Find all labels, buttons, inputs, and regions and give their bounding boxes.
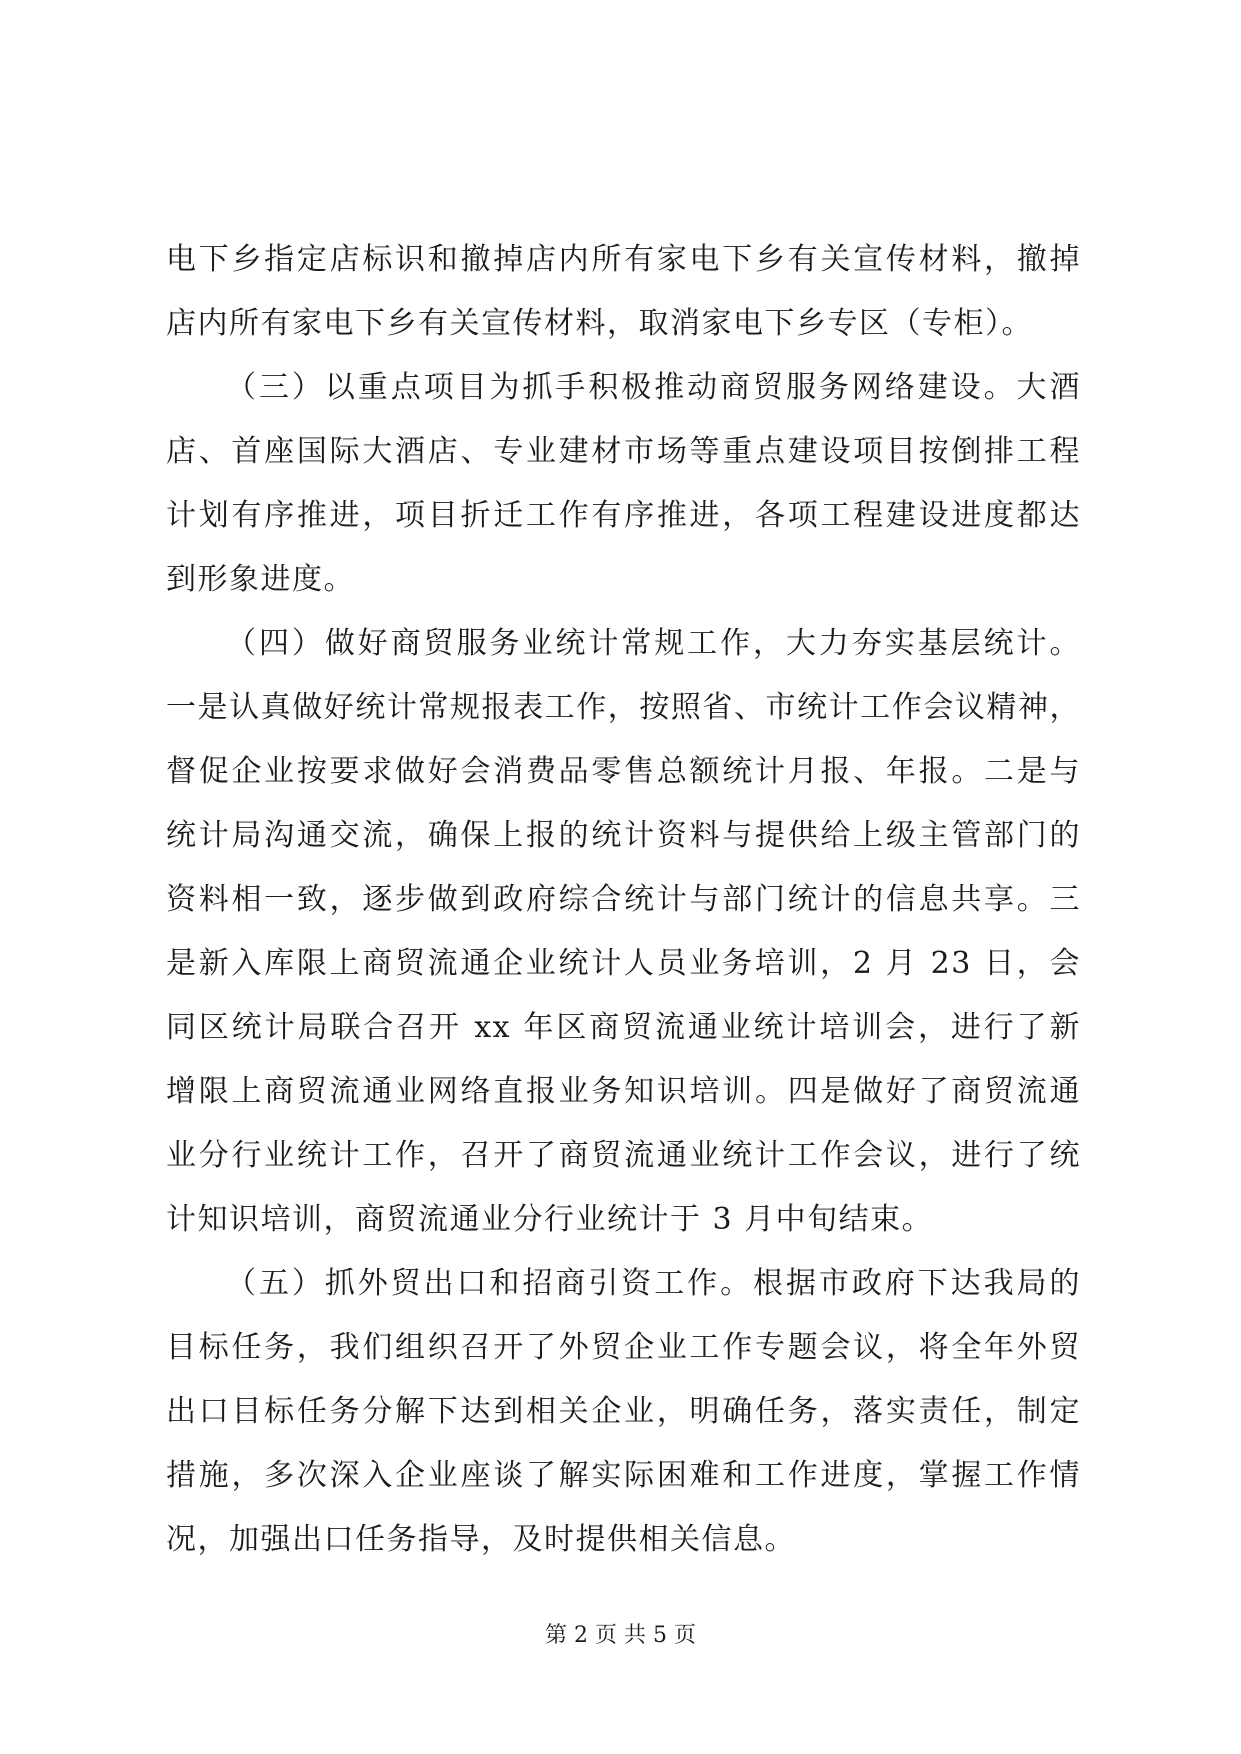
text-line: 出口目标任务分解下达到相关企业，明确任务，落实责任，制定 — [166, 1394, 1081, 1429]
text-line: 计划有序推进，项目折迁工作有序推进，各项工程建设进度都达 — [166, 498, 1081, 533]
text-line: （五）抓外贸出口和招商引资工作。根据市政府下达我局的 — [226, 1266, 1081, 1301]
text-line: （四）做好商贸服务业统计常规工作，大力夯实基层统计。 — [226, 626, 1081, 661]
text-line: 业分行业统计工作，召开了商贸流通业统计工作会议，进行了统 — [166, 1138, 1081, 1173]
text-line: 店内所有家电下乡有关宣传材料，取消家电下乡专区（专柜）。 — [166, 306, 1033, 341]
text-line: 计知识培训，商贸流通业分行业统计于 3 月中旬结束。 — [166, 1202, 934, 1237]
text-line: （三）以重点项目为抓手积极推动商贸服务网络建设。大酒 — [226, 370, 1081, 405]
text-line: 督促企业按要求做好会消费品零售总额统计月报、年报。二是与 — [166, 754, 1081, 789]
document-body — [166, 228, 1081, 1572]
text-line: 措施，多次深入企业座谈了解实际困难和工作进度，掌握工作情 — [166, 1458, 1081, 1493]
paragraph — [166, 356, 1081, 612]
text-line: 是新入库限上商贸流通企业统计人员业务培训，2 月 23 日，会 — [166, 946, 1081, 981]
text-line: 同区统计局联合召开 xx 年区商贸流通业统计培训会，进行了新 — [166, 1010, 1081, 1045]
text-line: 一是认真做好统计常规报表工作，按照省、市统计工作会议精神， — [166, 690, 1081, 725]
text-line: 到形象进度。 — [166, 562, 355, 597]
text-line: 统计局沟通交流，确保上报的统计资料与提供给上级主管部门的 — [166, 818, 1081, 853]
paragraph — [166, 612, 1081, 1252]
text-line: 目标任务，我们组织召开了外贸企业工作专题会议，将全年外贸 — [166, 1330, 1081, 1365]
page-footer: 第 2 页 共 5 页 — [545, 1623, 696, 1648]
text-line: 况，加强出口任务指导，及时提供相关信息。 — [166, 1522, 796, 1557]
text-line: 增限上商贸流通业网络直报业务知识培训。四是做好了商贸流通 — [166, 1074, 1081, 1109]
text-line: 电下乡指定店标识和撤掉店内所有家电下乡有关宣传材料，撤掉 — [166, 242, 1081, 277]
paragraph — [166, 228, 1081, 356]
paragraph — [166, 1252, 1081, 1572]
text-line: 店、首座国际大酒店、专业建材市场等重点建设项目按倒排工程 — [166, 434, 1081, 469]
text-line: 资料相一致，逐步做到政府综合统计与部门统计的信息共享。三 — [166, 882, 1081, 917]
